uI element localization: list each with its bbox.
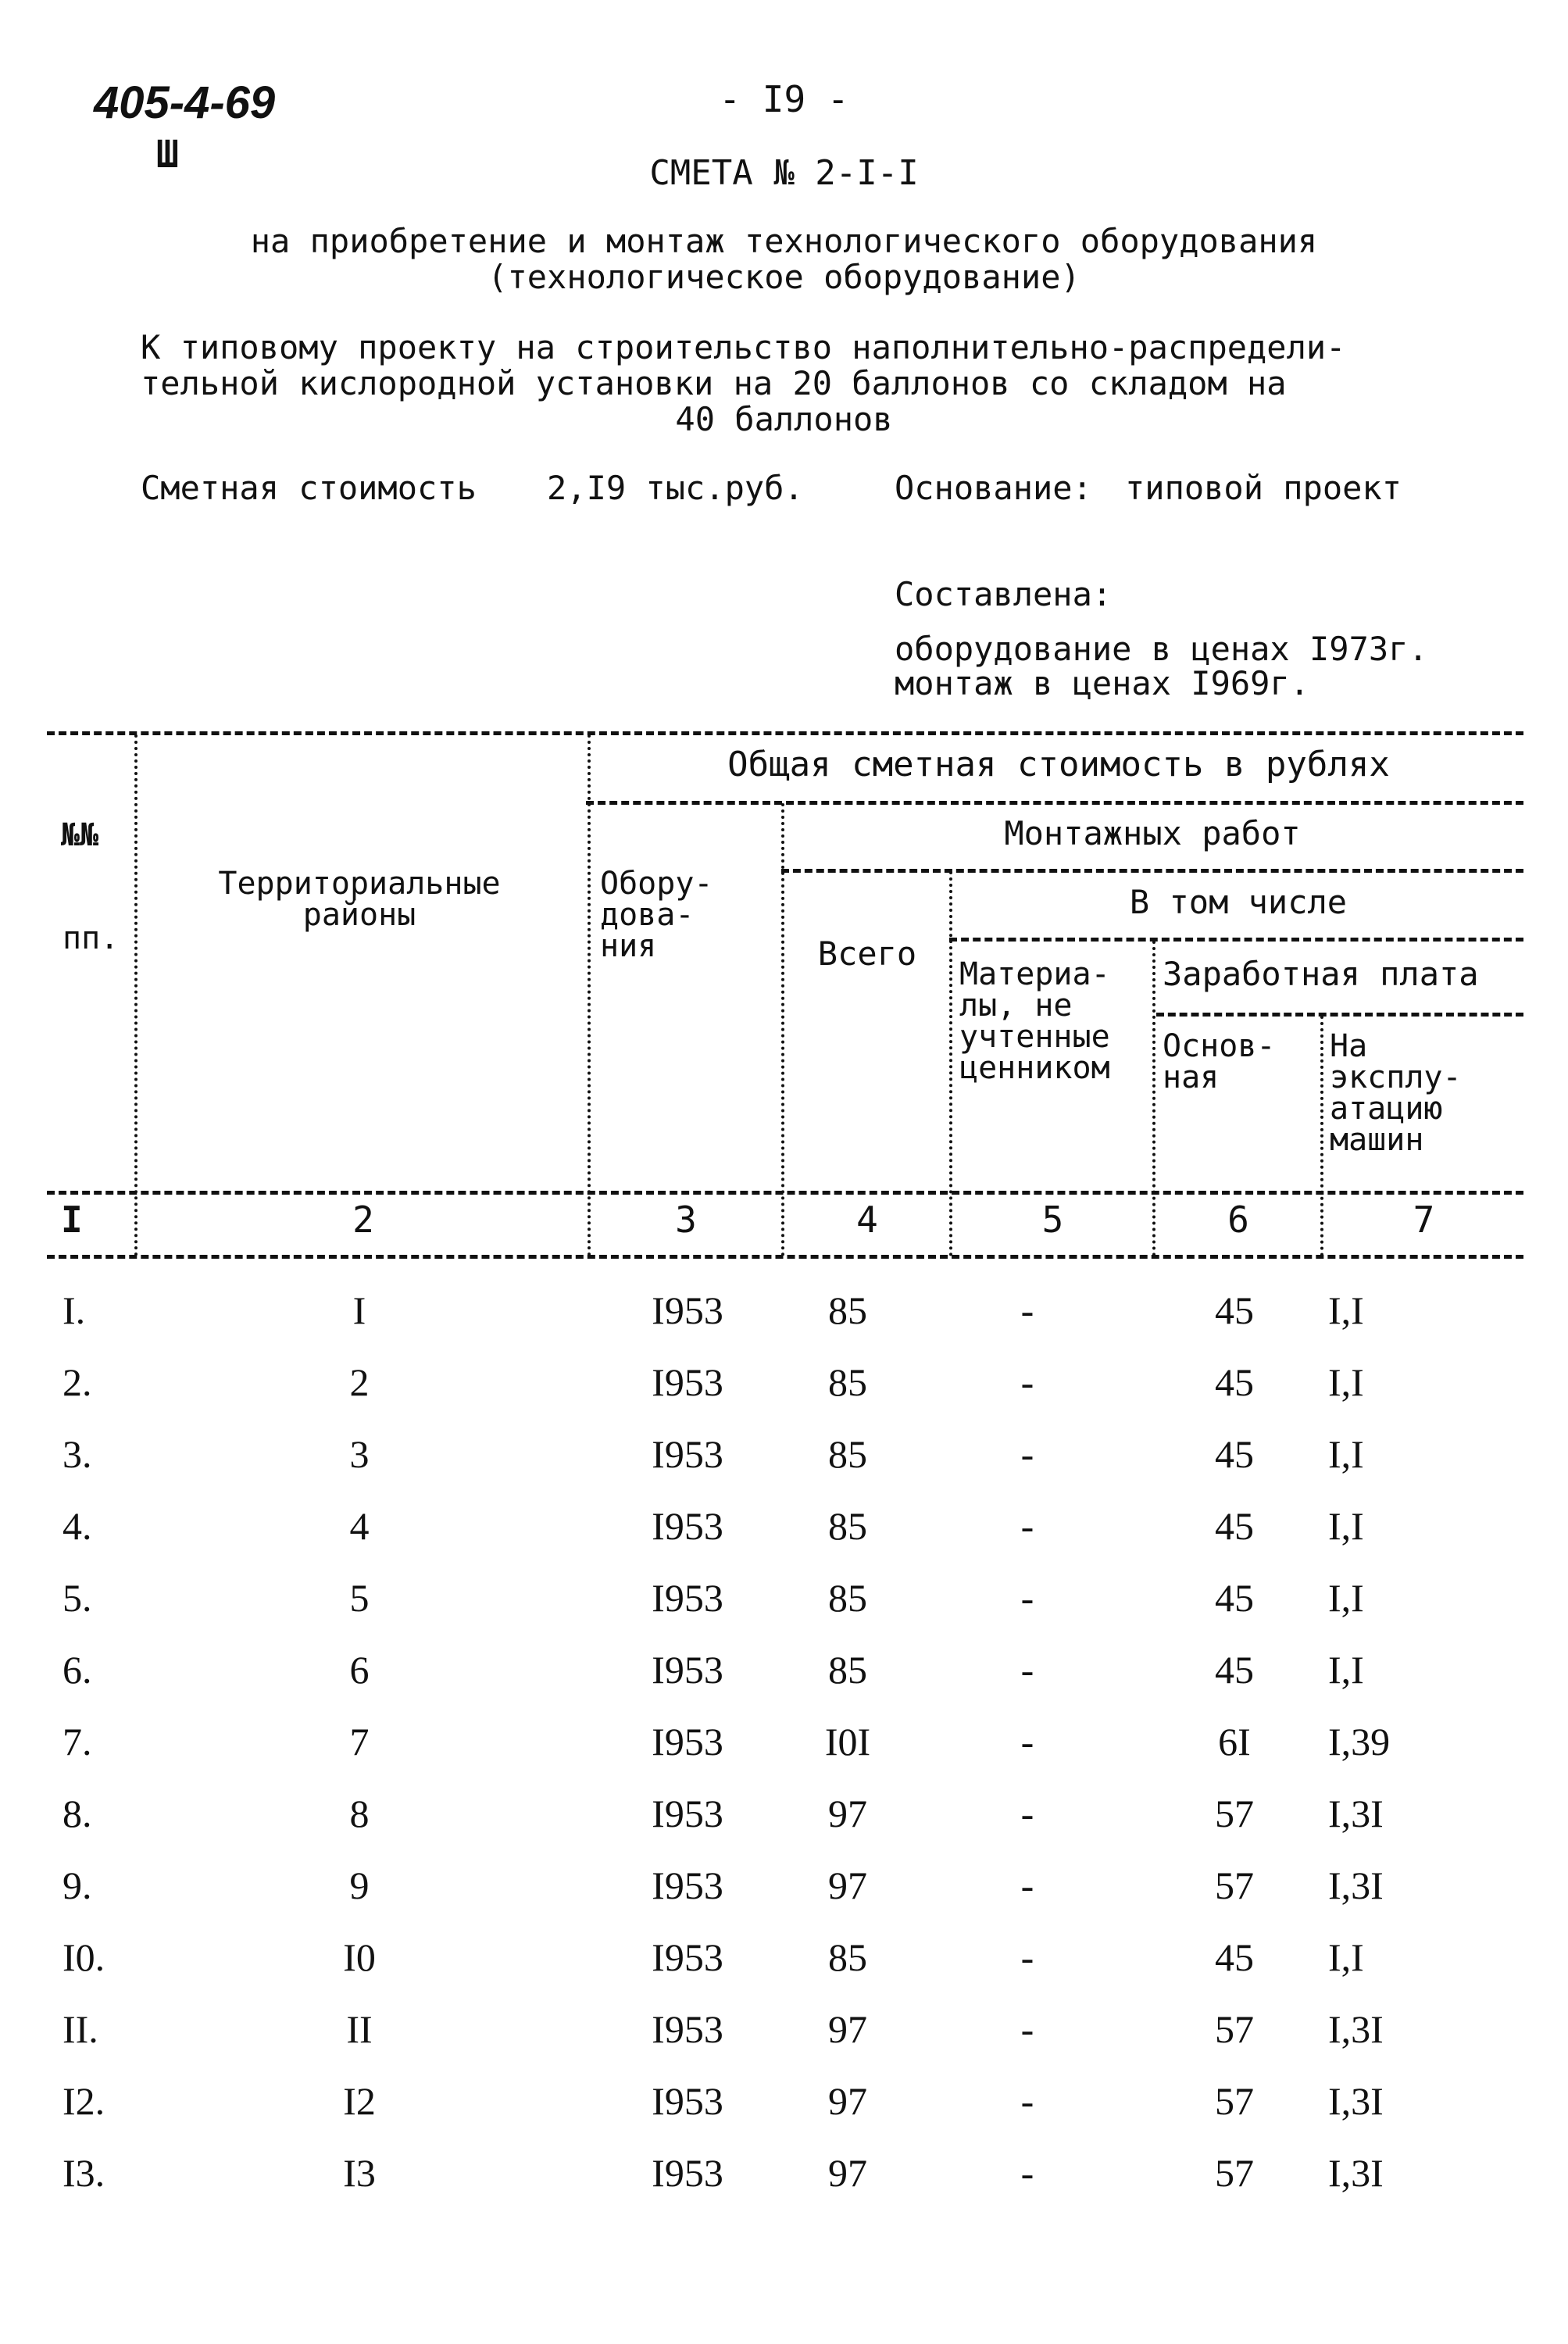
row-basic-cell: 45 (1215, 1432, 1254, 1476)
row-total-cell: 85 (828, 1288, 867, 1332)
row-materials-cell: - (1020, 1935, 1034, 1979)
row-materials-cell: - (1020, 1432, 1034, 1476)
row-total-cell: 97 (828, 1863, 867, 1907)
row-number-cell: 4. (63, 1504, 92, 1548)
compiled-label: Составлена: (895, 575, 1113, 613)
row-total-cell: 85 (828, 1432, 867, 1476)
divider-basic-machines (1320, 1016, 1323, 1256)
row-machines-cell: I,3I (1328, 1792, 1384, 1835)
basis-label: Основание: (895, 469, 1092, 507)
row-machines-cell: I,I (1328, 1504, 1364, 1548)
row-region-cell: I2 (343, 2079, 376, 2123)
row-machines-cell: I,I (1328, 1432, 1364, 1476)
row-basic-cell: 57 (1215, 1863, 1254, 1907)
row-number-cell: I. (63, 1288, 86, 1332)
row-materials-cell: - (1020, 1360, 1034, 1404)
col-number-7: 7 (1413, 1199, 1435, 1241)
page-number: - I9 - (719, 78, 849, 120)
row-number-cell: I0. (63, 1935, 105, 1979)
row-materials-cell: - (1020, 1648, 1034, 1692)
row-machines-cell: I,3I (1328, 2151, 1384, 2195)
col-basic-label-2: ная (1163, 1059, 1220, 1095)
row-basic-cell: 45 (1215, 1360, 1254, 1404)
row-equipment-cell: I953 (652, 1576, 723, 1620)
row-basic-cell: 6I (1218, 1720, 1251, 1763)
row-machines-cell: I,39 (1328, 1720, 1391, 1763)
col-machines-label-2: эксплу- (1330, 1059, 1462, 1095)
row-region-cell: II (346, 2007, 373, 2051)
row-materials-cell: - (1020, 1504, 1034, 1548)
row-equipment-cell: I953 (652, 1648, 723, 1692)
col-number-1: I (61, 1199, 83, 1241)
rule-under-wages (1156, 1013, 1523, 1017)
row-number-cell: 2. (63, 1360, 92, 1404)
row-total-cell: 85 (828, 1935, 867, 1979)
row-basic-cell: 57 (1215, 2151, 1254, 2195)
project-line3: 40 баллонов (675, 400, 893, 438)
rule-under-installation (781, 869, 1523, 873)
col-machines-label-4: машин (1330, 1122, 1424, 1158)
estimate-title: СМЕТА № 2-I-I (649, 153, 919, 193)
row-materials-cell: - (1020, 1863, 1034, 1907)
row-basic-cell: 57 (1215, 2007, 1254, 2051)
col-equipment-label-3: ния (600, 928, 657, 964)
row-basic-cell: 45 (1215, 1288, 1254, 1332)
row-number-cell: 3. (63, 1432, 92, 1476)
row-number-cell: I2. (63, 2079, 105, 2123)
col-number-6: 6 (1227, 1199, 1249, 1241)
row-number-cell: 7. (63, 1720, 92, 1763)
row-total-cell: 97 (828, 1792, 867, 1835)
row-total-cell: I0I (824, 1720, 871, 1763)
row-machines-cell: I,3I (1328, 1863, 1384, 1907)
row-total-cell: 97 (828, 2007, 867, 2051)
row-total-cell: 85 (828, 1360, 867, 1404)
wages-label: Заработная плата (1163, 955, 1479, 993)
compiled-line2: монтаж в ценах I969г. (895, 664, 1310, 702)
row-materials-cell: - (1020, 1288, 1034, 1332)
subtitle-line2: (технологическое оборудование) (488, 258, 1080, 296)
col-machines-label-1: На (1330, 1028, 1368, 1064)
row-region-cell: I0 (343, 1935, 376, 1979)
row-materials-cell: - (1020, 2079, 1034, 2123)
row-number-cell: 8. (63, 1792, 92, 1835)
row-basic-cell: 45 (1215, 1648, 1254, 1692)
row-basic-cell: 57 (1215, 2079, 1254, 2123)
col-basic-label-1: Основ- (1163, 1028, 1276, 1064)
row-region-cell: 7 (349, 1720, 370, 1763)
row-region-cell: 9 (349, 1863, 370, 1907)
col-num-label-2: пп. (63, 920, 120, 956)
row-equipment-cell: I953 (652, 1432, 723, 1476)
basis-value: типовой проект (1125, 469, 1402, 507)
col-equipment-label-1: Обору- (600, 866, 713, 902)
row-equipment-cell: I953 (652, 1504, 723, 1548)
subtitle-line1: на приобретение и монтаж технологического оборудования (250, 222, 1318, 260)
row-machines-cell: I,I (1328, 1935, 1364, 1979)
document-code: 405-4-69 (94, 77, 276, 128)
row-machines-cell: I,I (1328, 1360, 1364, 1404)
divider-region-equipment (588, 734, 591, 1256)
row-region-cell: I3 (343, 2151, 376, 2195)
rule-under-including (949, 938, 1523, 942)
rule-below-col-numbers (47, 1255, 1523, 1259)
volume-mark: Ш (156, 133, 179, 177)
rule-under-total-cost (586, 801, 1523, 805)
row-equipment-cell: I953 (652, 1863, 723, 1907)
divider-materials-basic (1152, 941, 1155, 1256)
row-basic-cell: 45 (1215, 1576, 1254, 1620)
row-materials-cell: - (1020, 1720, 1034, 1763)
divider-equipment-total (781, 803, 784, 1256)
including-label: В том числе (1129, 883, 1348, 921)
row-total-cell: 97 (828, 2079, 867, 2123)
col-machines-label-3: атацию (1330, 1091, 1443, 1127)
col-materials-label-2: лы, не (959, 988, 1073, 1024)
row-number-cell: 6. (63, 1648, 92, 1692)
col-materials-label-4: ценником (959, 1050, 1110, 1086)
col-materials-label-1: Материа- (959, 956, 1110, 992)
col-num-label-1: №№ (61, 817, 99, 853)
row-number-cell: II. (63, 2007, 98, 2051)
row-machines-cell: I,I (1328, 1288, 1364, 1332)
row-number-cell: 5. (63, 1576, 92, 1620)
row-materials-cell: - (1020, 2007, 1034, 2051)
row-equipment-cell: I953 (652, 2079, 723, 2123)
row-equipment-cell: I953 (652, 1720, 723, 1763)
row-equipment-cell: I953 (652, 1360, 723, 1404)
col-number-2: 2 (352, 1199, 374, 1241)
row-equipment-cell: I953 (652, 2151, 723, 2195)
row-total-cell: 85 (828, 1648, 867, 1692)
row-equipment-cell: I953 (652, 1288, 723, 1332)
row-number-cell: I3. (63, 2151, 105, 2195)
row-basic-cell: 57 (1215, 1792, 1254, 1835)
row-equipment-cell: I953 (652, 2007, 723, 2051)
installation-label: Монтажных работ (1004, 814, 1301, 852)
row-machines-cell: I,I (1328, 1648, 1364, 1692)
row-materials-cell: - (1020, 1576, 1034, 1620)
row-machines-cell: I,3I (1328, 2007, 1384, 2051)
total-cost-label: Общая сметная стоимость в рублях (727, 745, 1390, 784)
rule-above-col-numbers (47, 1191, 1523, 1195)
row-region-cell: 2 (349, 1360, 370, 1404)
row-materials-cell: - (1020, 1792, 1034, 1835)
row-number-cell: 9. (63, 1863, 92, 1907)
row-region-cell: 8 (349, 1792, 370, 1835)
row-machines-cell: I,I (1328, 1576, 1364, 1620)
divider-num-region (134, 734, 138, 1256)
row-equipment-cell: I953 (652, 1792, 723, 1835)
row-total-cell: 85 (828, 1504, 867, 1548)
row-machines-cell: I,3I (1328, 2079, 1384, 2123)
row-materials-cell: - (1020, 2151, 1034, 2195)
col-number-4: 4 (856, 1199, 878, 1241)
row-basic-cell: 45 (1215, 1935, 1254, 1979)
row-region-cell: I (352, 1288, 366, 1332)
project-line1: К типовому проекту на строительство наполнительно-распредели- (141, 328, 1346, 366)
rule-top (47, 731, 1523, 735)
compiled-line1: оборудование в ценах I973г. (895, 630, 1428, 668)
row-equipment-cell: I953 (652, 1935, 723, 1979)
project-line2: тельной кислородной установки на 20 баллонов со складом на (141, 364, 1287, 402)
col-total-label: Всего (817, 934, 917, 973)
cost-label: Сметная стоимость (141, 469, 477, 507)
col-number-5: 5 (1041, 1199, 1064, 1241)
row-region-cell: 5 (349, 1576, 370, 1620)
row-region-cell: 4 (349, 1504, 370, 1548)
cost-value: 2,I9 тыс.руб. (547, 469, 804, 507)
col-equipment-label-2: дова- (600, 897, 695, 933)
col-materials-label-3: учтенные (959, 1019, 1110, 1055)
col-region-label-2: районы (302, 897, 416, 933)
row-total-cell: 97 (828, 2151, 867, 2195)
row-region-cell: 6 (349, 1648, 370, 1692)
row-region-cell: 3 (349, 1432, 370, 1476)
col-number-3: 3 (675, 1199, 697, 1241)
col-region-label-1: Территориальные (218, 866, 501, 902)
divider-total-materials (949, 871, 952, 1256)
row-total-cell: 85 (828, 1576, 867, 1620)
row-basic-cell: 45 (1215, 1504, 1254, 1548)
